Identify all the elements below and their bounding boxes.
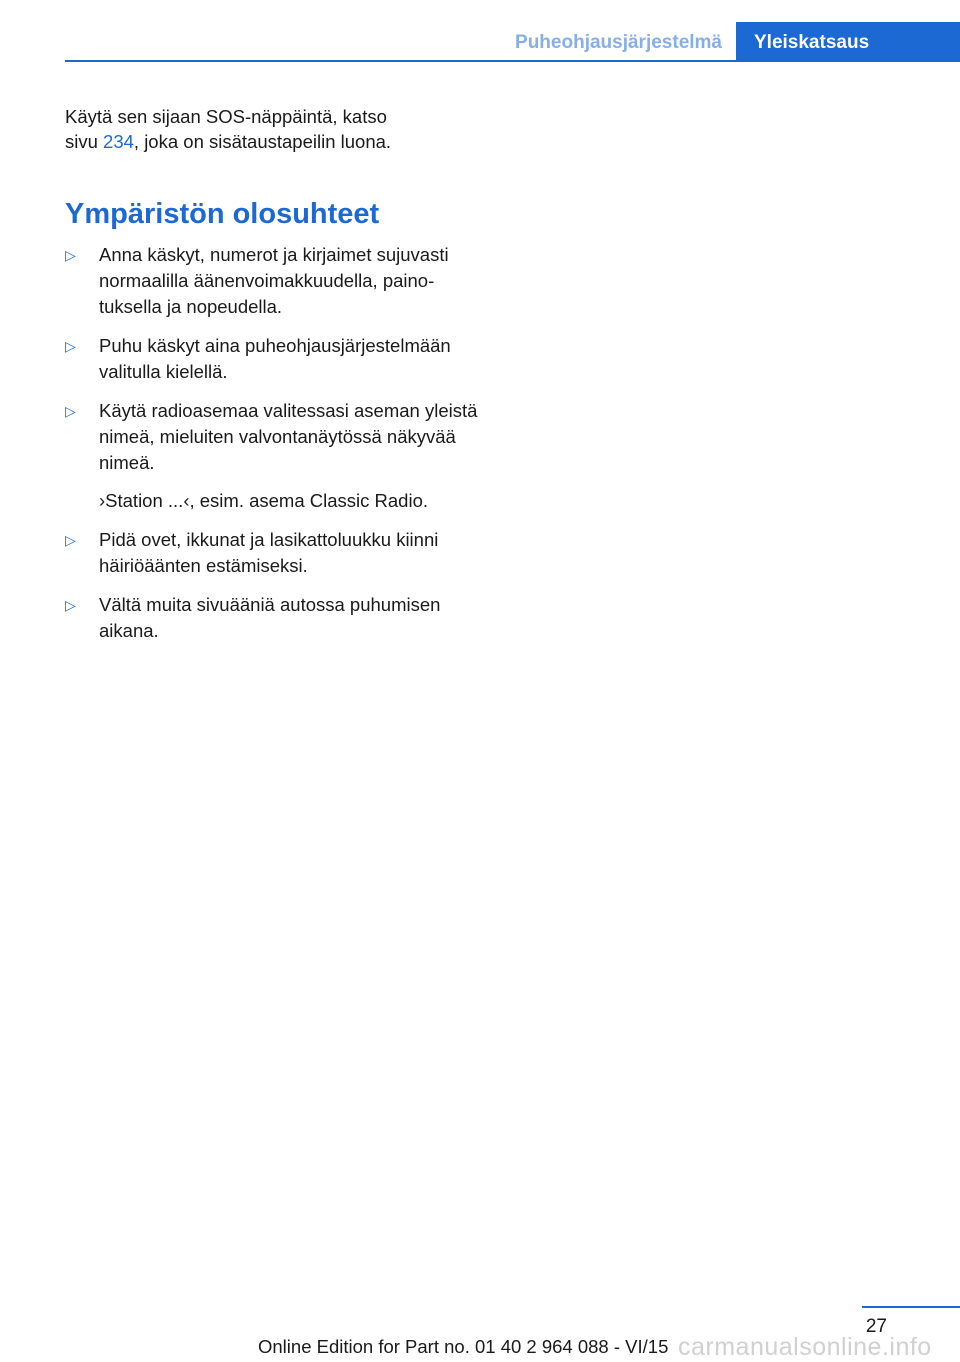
intro-line-2-prefix: sivu xyxy=(65,131,104,152)
header-section-title: Puheohjausjärjestelmä xyxy=(515,32,722,53)
page-header xyxy=(0,0,960,62)
list-item xyxy=(65,333,485,385)
header-divider xyxy=(65,60,960,62)
watermark: carmanualsonline.info xyxy=(678,1333,932,1361)
list-item xyxy=(65,592,485,644)
intro-paragraph xyxy=(65,104,485,154)
footer-divider xyxy=(862,1306,960,1308)
header-tab: Yleiskatsaus xyxy=(736,22,960,62)
list-item-text: Puhu käskyt aina puheohjausjärjestelmään valitulla kielellä. xyxy=(99,335,451,382)
triangle-bullet-icon: ▷ xyxy=(65,532,76,548)
intro-line-2-suffix: , joka on sisätaustapeilin luona. xyxy=(133,131,392,152)
triangle-bullet-icon: ▷ xyxy=(65,403,76,419)
list-item-example: ›Station ...‹, esim. asema Classic Radio. xyxy=(99,490,428,511)
list-item xyxy=(65,527,485,579)
triangle-bullet-icon: ▷ xyxy=(65,597,76,613)
triangle-bullet-icon: ▷ xyxy=(65,247,76,263)
triangle-bullet-icon: ▷ xyxy=(65,338,76,354)
list-item xyxy=(65,242,485,320)
list-item-text: Vältä muita sivuääniä autossa puhumisen aikana. xyxy=(99,594,441,641)
list-item xyxy=(65,398,485,514)
page-number: 27 xyxy=(865,1316,887,1337)
page-reference-link[interactable]: 234 xyxy=(103,131,134,152)
intro-line-1: Käytä sen sijaan SOS-näppäintä, katso xyxy=(65,106,387,127)
list-item-text: Pidä ovet, ikkunat ja lasikattoluukku kiinni häiriöäänten estämiseksi. xyxy=(99,529,439,576)
bullet-list xyxy=(65,242,485,644)
list-item-text: Käytä radioasemaa valitessasi aseman yleistä nimeä, mieluiten valvontanäytössä näkyvää nimeä. xyxy=(99,400,478,473)
edition-info: Online Edition for Part no. 01 40 2 964 088 - VI/15 xyxy=(258,1336,669,1357)
main-content xyxy=(65,104,485,657)
list-item-text: Anna käskyt, numerot ja kirjaimet sujuvasti normaalilla äänenvoimakkuudella, paino-tuksella ja nopeudella. xyxy=(99,244,449,317)
section-title: Ympäristön olosuhteet xyxy=(65,198,380,230)
